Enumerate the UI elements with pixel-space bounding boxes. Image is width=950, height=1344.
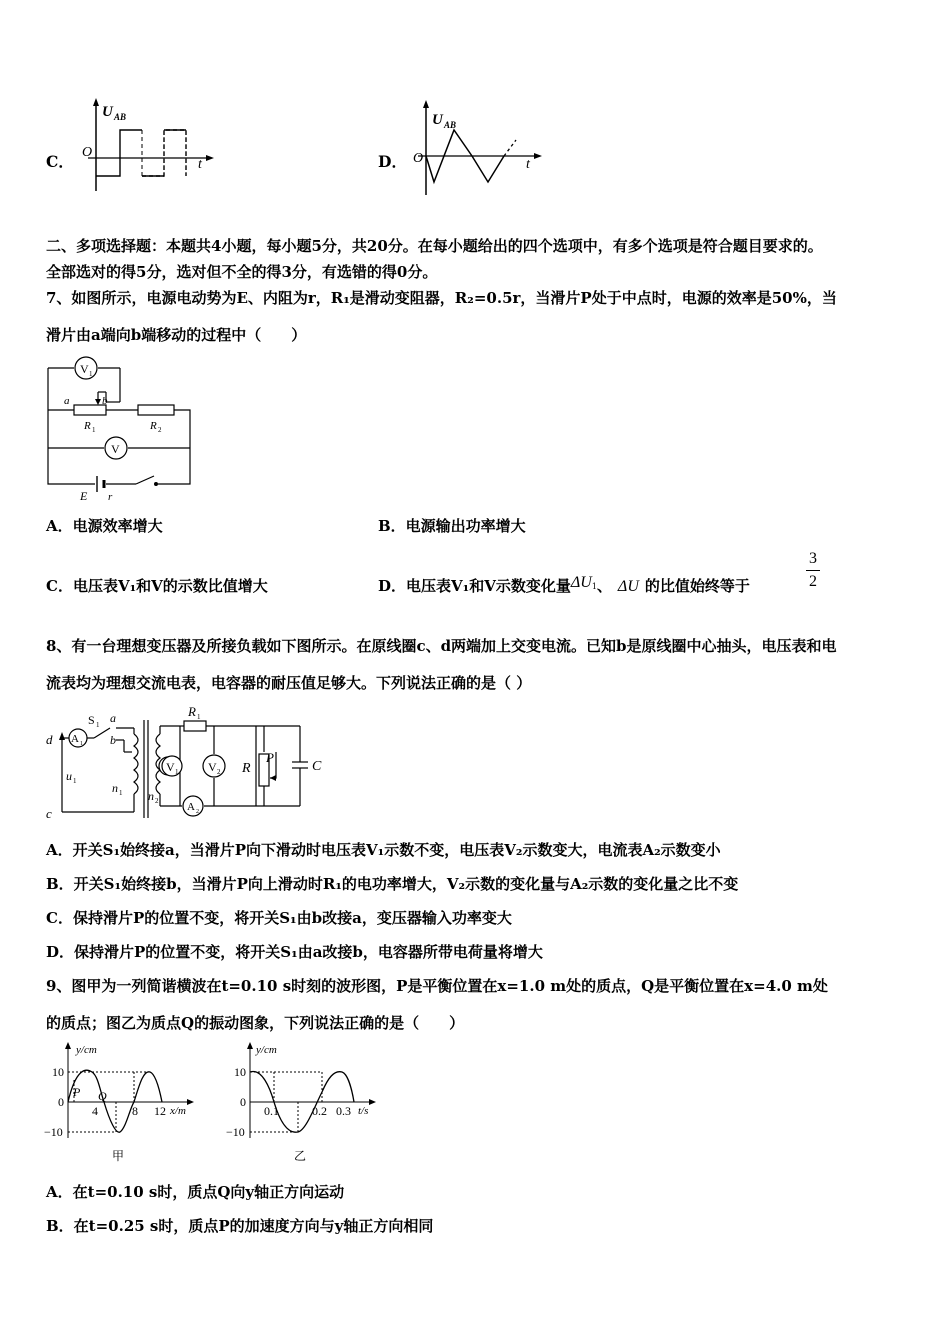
q8-fig-a1: A bbox=[71, 733, 79, 745]
q7-option-d-suffix: 的比值始终等于 bbox=[644, 577, 750, 595]
q8-option-c: C．保持滑片P的位置不变，将开关S₁由b改接a，变压器输入功率变大 bbox=[46, 909, 512, 927]
q9-yi-xlabel: t/s bbox=[358, 1105, 369, 1117]
q7-stem-line2: 滑片由a端向b端移动的过程中（ ） bbox=[46, 326, 307, 344]
q7-circuit-diagram bbox=[40, 352, 200, 502]
q7-fig-r2-sub: 2 bbox=[158, 426, 162, 434]
q9-jia-q: Q bbox=[98, 1089, 107, 1103]
q8-fig-r1: R bbox=[188, 704, 196, 719]
svg-text:1: 1 bbox=[73, 777, 77, 785]
q8-fig-v2: V bbox=[208, 760, 217, 774]
q7-fraction-numerator: 3 bbox=[809, 550, 817, 567]
q7-fig-a: a bbox=[64, 395, 70, 407]
q9-jia-xlabel: x/m bbox=[170, 1105, 186, 1117]
q9-yi-ym10: −10 bbox=[226, 1125, 245, 1139]
q9-yi-t02: 0.2 bbox=[312, 1104, 327, 1118]
q9-jia-ym10: −10 bbox=[44, 1125, 63, 1139]
q7-option-d bbox=[378, 576, 750, 599]
q6c-origin: O bbox=[82, 145, 93, 160]
q9-jia-caption: 甲 bbox=[112, 1149, 125, 1163]
q7-fig-r2: R bbox=[150, 420, 157, 432]
q7-fraction bbox=[806, 550, 820, 591]
q7-fig-r: r bbox=[108, 491, 113, 502]
svg-text:1: 1 bbox=[175, 768, 179, 776]
q8-fig-v1: V bbox=[166, 760, 175, 774]
q8-transformer-diagram bbox=[44, 700, 344, 825]
q8-fig-s1: S bbox=[88, 713, 95, 727]
q9-yi-y10: 10 bbox=[234, 1065, 246, 1079]
q7-fig-r1: R bbox=[84, 420, 91, 432]
q8-fig-n1: n bbox=[112, 781, 118, 795]
q9-option-b: B．在t=0.25 s时，质点P的加速度方向与y轴正方向相同 bbox=[46, 1217, 434, 1235]
q7-fig-v1-sub: 1 bbox=[89, 370, 93, 378]
q6d-axis-y-sub: AB bbox=[444, 120, 457, 130]
q8-fig-a2: A bbox=[187, 801, 195, 813]
q9-jia-x4: 4 bbox=[92, 1104, 98, 1118]
q8-fig-c: c bbox=[46, 806, 52, 821]
q6-option-c-label: C． bbox=[46, 152, 74, 171]
svg-text:2: 2 bbox=[155, 797, 159, 805]
q9-stem-line2: 的质点；图乙为质点Q的振动图象，下列说法正确的是（ ） bbox=[46, 1014, 465, 1032]
q9-vibration-graph-yi bbox=[222, 1038, 392, 1168]
q7-option-d-delta-u: ΔU bbox=[617, 578, 639, 595]
q7-option-d-delta-u1: ΔU bbox=[570, 574, 592, 591]
q9-jia-x8: 8 bbox=[132, 1104, 138, 1118]
svg-text:1: 1 bbox=[96, 721, 100, 729]
svg-text:2: 2 bbox=[217, 768, 221, 776]
q6-option-d-label: D． bbox=[378, 152, 407, 171]
q7-option-d-prefix: D．电压表V₁和V示数变化量 bbox=[378, 577, 571, 595]
q7-option-b: B．电源输出功率增大 bbox=[378, 517, 526, 535]
svg-text:1: 1 bbox=[119, 789, 123, 797]
q9-wave-graph-jia bbox=[40, 1038, 200, 1168]
q9-yi-y0: 0 bbox=[240, 1095, 246, 1109]
svg-text:1: 1 bbox=[197, 713, 201, 721]
q7-fig-v: V bbox=[111, 442, 120, 456]
q8-fig-d: d bbox=[46, 732, 53, 747]
q8-fig-r: R bbox=[242, 761, 251, 776]
q6-option-d-graph bbox=[410, 100, 550, 200]
q8-fig-b: b bbox=[110, 733, 116, 747]
q7-fig-b: b bbox=[102, 395, 108, 407]
q7-stem-line1: 7、如图所示，电源电动势为E、内阻为r，R₁是滑动变阻器，R₂=0.5r，当滑片P处于中点时，电源的效率是50%，当 bbox=[46, 289, 837, 307]
q7-fraction-denominator: 2 bbox=[809, 573, 817, 590]
q8-fig-a1-sub: 1 bbox=[80, 741, 83, 747]
q7-option-a: A．电源效率增大 bbox=[46, 517, 163, 535]
q9-yi-caption: 乙 bbox=[294, 1149, 307, 1163]
q9-option-a: A．在t=0.10 s时，质点Q向y轴正方向运动 bbox=[46, 1183, 345, 1201]
q6c-axis-y-sub: AB bbox=[114, 112, 127, 122]
q9-jia-x12: 12 bbox=[154, 1104, 166, 1118]
q6c-axis-y: U bbox=[102, 104, 113, 120]
q9-jia-y10: 10 bbox=[52, 1065, 64, 1079]
q8-stem-line2: 流表均为理想交流电表，电容器的耐压值足够大。下列说法正确的是（ ） bbox=[46, 674, 532, 692]
q8-fig-p: P bbox=[266, 750, 274, 765]
q8-fig-capacitor: C bbox=[312, 759, 322, 774]
section2-heading-line2: 全部选对的得5分，选对但不全的得3分，有选错的得0分。 bbox=[46, 263, 438, 281]
q9-jia-y0: 0 bbox=[58, 1095, 64, 1109]
q7-option-d-delta-u1-sub: 1 bbox=[591, 582, 597, 591]
section2-heading-line1: 二、多项选择题：本题共4小题，每小题5分，共20分。在每小题给出的四个选项中，有多个选项是符合题目要求的。 bbox=[46, 237, 823, 255]
q7-fig-v1: V bbox=[80, 362, 89, 376]
q9-yi-t01: 0.1 bbox=[264, 1104, 279, 1118]
q9-jia-ylabel: y/cm bbox=[76, 1044, 97, 1056]
q8-option-b: B．开关S₁始终接b，当滑片P向上滑动时R₁的电功率增大，V₂示数的变化量与A₂示数的变化量之比不变 bbox=[46, 875, 739, 893]
q9-yi-t03: 0.3 bbox=[336, 1104, 351, 1118]
q6d-axis-y: U bbox=[432, 112, 443, 128]
svg-text:2: 2 bbox=[196, 809, 199, 815]
q7-fig-r1-sub: 1 bbox=[92, 426, 96, 434]
q9-stem-line1: 9、图甲为一列简谐横波在t=0.10 s时刻的波形图，P是平衡位置在x=1.0 m处的质点，Q是平衡位置在x=4.0 m处 bbox=[46, 977, 828, 995]
q8-option-a: A．开关S₁始终接a，当滑片P向下滑动时电压表V₁示数不变，电压表V₂示数变大，电流表A₂示数变小 bbox=[46, 841, 721, 859]
q6-option-c-graph bbox=[80, 96, 220, 196]
q6c-axis-x: t bbox=[198, 157, 202, 172]
q8-fig-n2: n bbox=[148, 789, 154, 803]
q6d-axis-x: t bbox=[526, 157, 530, 172]
q9-jia-p: P bbox=[73, 1085, 81, 1099]
q8-option-d: D．保持滑片P的位置不变，将开关S₁由a改接b，电容器所带电荷量将增大 bbox=[46, 943, 543, 961]
q8-fig-u1: u bbox=[66, 769, 72, 783]
q7-option-c: C．电压表V₁和V的示数比值增大 bbox=[46, 577, 268, 595]
q6d-origin: O bbox=[413, 151, 424, 166]
q8-fig-a: a bbox=[110, 711, 116, 725]
q8-stem-line1: 8、有一台理想变压器及所接负载如下图所示。在原线圈c、d两端加上交变电流。已知b是原线圈中心抽头，电压表和电 bbox=[46, 637, 837, 655]
q9-yi-ylabel: y/cm bbox=[256, 1044, 277, 1056]
q7-fig-e: E bbox=[80, 489, 88, 502]
q7-option-d-separator: 、 bbox=[596, 577, 612, 595]
